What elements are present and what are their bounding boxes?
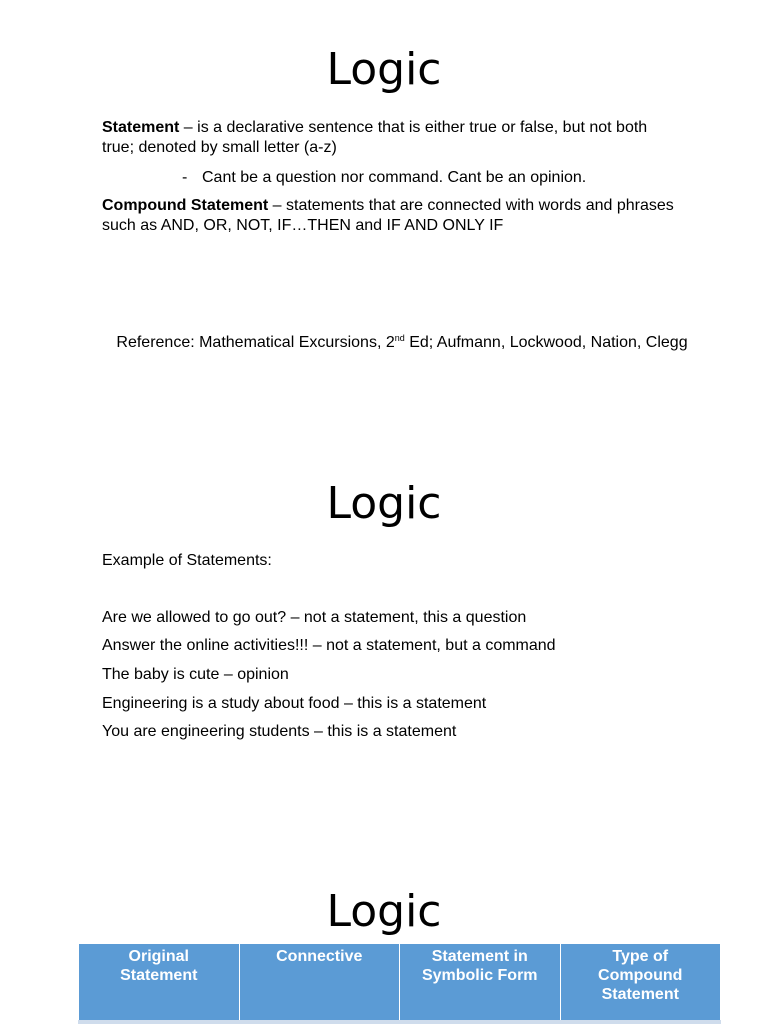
statement-bullet <box>182 168 586 188</box>
reference-pre: Reference: Mathematical Excursions, 2 <box>116 334 395 351</box>
header-compound-type: Type of Compound Statement <box>560 943 721 1024</box>
example-item: You are engineering students – this is a statement <box>102 723 457 740</box>
example-item: Are we allowed to go out? – not a statement, this a question <box>102 609 527 626</box>
examples-heading: Example of Statements: <box>102 552 272 569</box>
reference-post: Ed; Aufmann, Lockwood, Nation, Clegg <box>404 334 688 351</box>
header-original-statement: Original Statement <box>79 943 240 1024</box>
compound-definition-text: – statements that are connected with words and phrases such as AND, OR, NOT, IF…THEN and IF AND ONLY IF <box>102 197 674 234</box>
compound-term: Compound Statement <box>102 197 269 214</box>
example-item: Engineering is a study about food – this is a statement <box>102 695 487 712</box>
compound-statement-table <box>78 942 721 1024</box>
slide-3-title: Logic <box>326 886 442 937</box>
statement-term: Statement <box>102 119 180 136</box>
bullet-dash: - <box>182 169 188 186</box>
table-body-edge <box>78 1020 721 1024</box>
bullet-text: Cant be a question nor command. Cant be an opinion. <box>202 169 587 186</box>
example-item: Answer the online activities!!! – not a statement, but a command <box>102 637 556 654</box>
header-symbolic-form: Statement in Symbolic Form <box>400 943 561 1024</box>
reference-text <box>110 332 694 353</box>
statement-definition <box>102 118 682 158</box>
table-header-row <box>79 943 721 1024</box>
header-connective: Connective <box>239 943 400 1024</box>
compound-statement-definition <box>102 196 682 236</box>
statement-definition-text: – is a declarative sentence that is either true or false, but not both true; denoted by small letter (a-z) <box>102 119 648 156</box>
example-item: The baby is cute – opinion <box>102 666 289 683</box>
slide-2-title: Logic <box>326 478 442 529</box>
slide-1-title: Logic <box>326 44 442 95</box>
reference-sup: nd <box>394 333 405 343</box>
